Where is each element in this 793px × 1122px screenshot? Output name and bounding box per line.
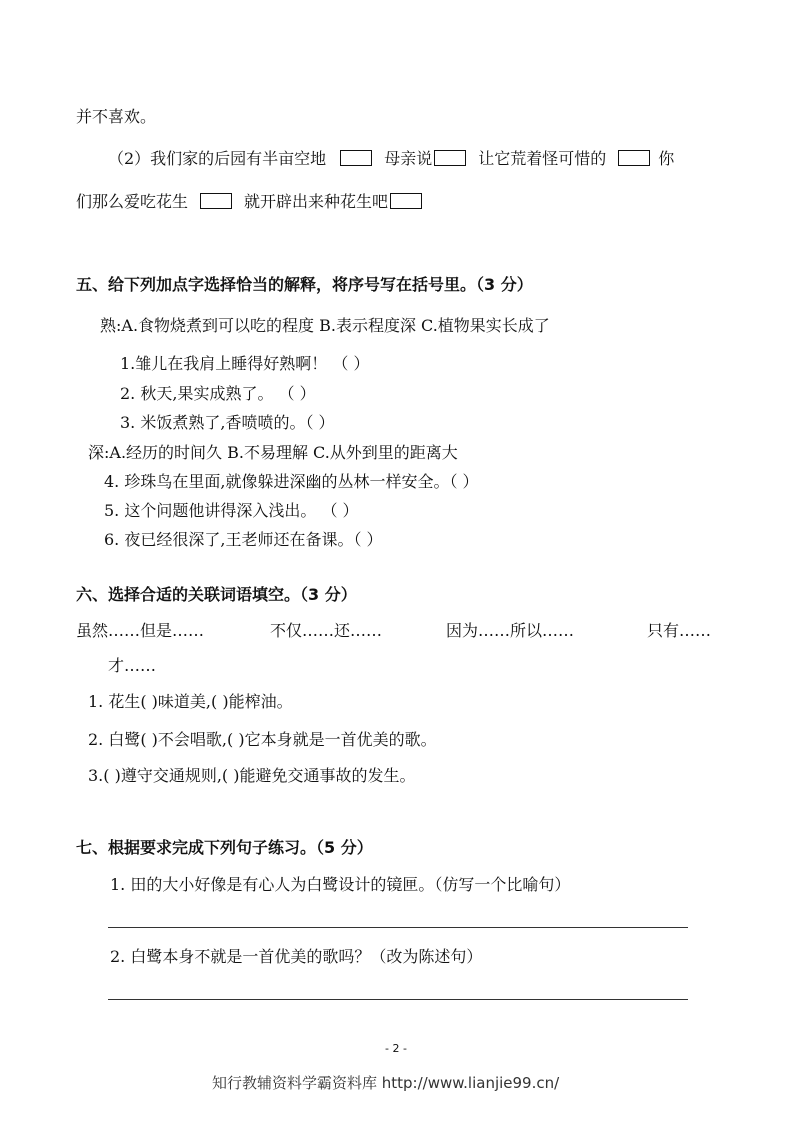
exercise-item: 5. 这个问题他讲得深入浅出。 （ ） <box>104 501 359 520</box>
exercise-item: 2. 秋天,果实成熟了。 （ ） <box>120 384 316 403</box>
question-line <box>108 149 674 169</box>
question-text: 们那么爱吃花生 <box>76 192 189 211</box>
definition-line: 深:A.经历的时间久 B.不易理解 C.从外到里的距离大 <box>88 443 458 462</box>
option-word: 虽然……但是…… <box>76 621 205 640</box>
punctuation-box[interactable] <box>340 150 372 166</box>
exercise-item: 1. 花生( )味道美,( )能榨油。 <box>88 692 293 711</box>
option-word: 只有…… <box>647 621 712 640</box>
question-line <box>76 192 428 212</box>
question-text: 就开辟出来种花生吧 <box>244 192 389 211</box>
exercise-item: 4. 珍珠鸟在里面,就像躲进深幽的丛林一样安全。（ ） <box>104 472 479 491</box>
question-text: （2）我们家的后园有半亩空地 <box>108 149 327 168</box>
answer-line[interactable] <box>108 927 688 928</box>
punctuation-box[interactable] <box>434 150 466 166</box>
footer-site-text: 知行教辅资料学霸资料库 http://www.lianjie99.cn/ <box>212 1074 560 1092</box>
punctuation-box[interactable] <box>618 150 650 166</box>
answer-line[interactable] <box>108 999 688 1000</box>
question-text: 让它荒着怪可惜的 <box>478 149 607 168</box>
punctuation-box[interactable] <box>200 193 232 209</box>
section-title: 六、选择合适的关联词语填空。（3 分） <box>76 585 357 604</box>
option-word-continued: 才…… <box>108 656 157 675</box>
question-text: 你 <box>658 149 675 168</box>
section-title: 五、给下列加点字选择恰当的解释，将序号写在括号里。（3 分） <box>76 275 533 294</box>
definition-line: 熟:A.食物烧煮到可以吃的程度 B.表示程度深 C.植物果实长成了 <box>100 316 550 335</box>
page-number: - 2 - <box>385 1042 407 1055</box>
exercise-item: 3. 米饭煮熟了,香喷喷的。（ ） <box>120 413 335 432</box>
exercise-item: 1. 田的大小好像是有心人为白鹭设计的镜匣。（仿写一个比喻句） <box>110 875 571 894</box>
exercise-item: 2. 白鹭( )不会唱歌,( )它本身就是一首优美的歌。 <box>88 730 437 749</box>
exercise-item: 1.雏儿在我肩上睡得好熟啊！ （ ） <box>120 354 370 373</box>
exercise-item: 3.( )遵守交通规则,( )能避免交通事故的发生。 <box>88 766 416 785</box>
section-title: 七、根据要求完成下列句子练习。（5 分） <box>76 838 373 857</box>
exercise-item: 6. 夜已经很深了,王老师还在备课。（ ） <box>104 530 383 549</box>
option-word: 因为……所以…… <box>446 621 575 640</box>
option-word: 不仅……还…… <box>270 621 383 640</box>
exercise-item: 2. 白鹭本身不就是一首优美的歌吗？（改为陈述句） <box>110 947 483 966</box>
punctuation-box[interactable] <box>390 193 422 209</box>
question-text: 母亲说 <box>384 149 433 168</box>
text-line: 并不喜欢。 <box>76 107 157 126</box>
